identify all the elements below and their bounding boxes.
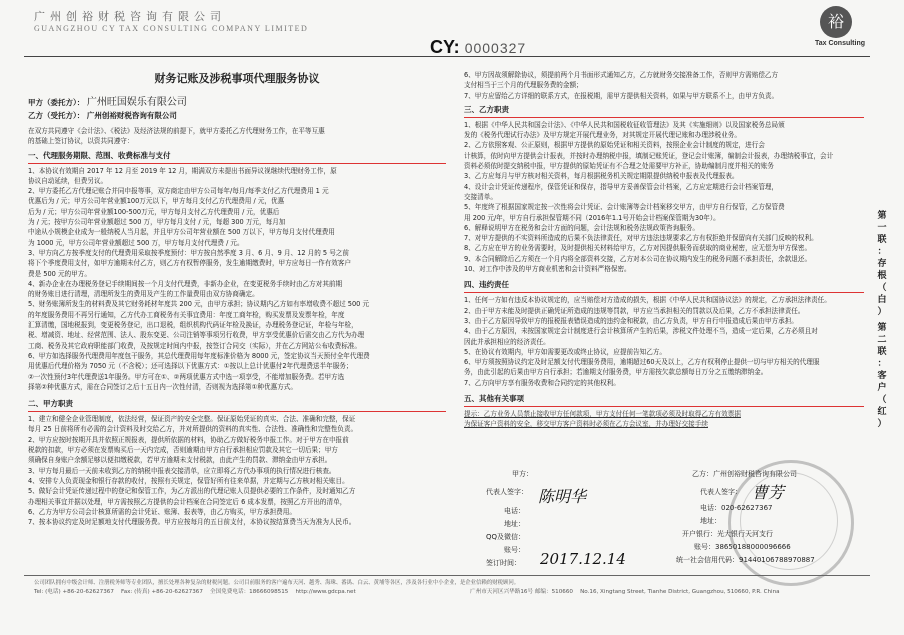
clause-line: 4、安排专人负责现金和银行存款的收付，按照有关规定，保管好所有往来单据，并定期与乙方核对相关账目。 — [28, 476, 349, 485]
clause-line: 3、由于乙方原因导致甲方的报税报表错误造成的违约金和税款，由乙方负责，甲方自行申报造成后果由甲方承担。 — [464, 316, 798, 325]
section-rule — [464, 406, 864, 407]
clause-line: ②一次性预付3年代理费送1年服务。甲方可在①、②两项优惠方式中选一项享受，不能增加服务费。若甲方选 — [28, 372, 345, 381]
section-heading: 三、乙方职责 — [464, 104, 509, 114]
clause-line: 1、建立和健全企业管理制度，依法经营，保证资产的安全完整。保证原始凭证的真实、合法、准确和完整，保证 — [28, 415, 356, 424]
clause-line: 5、财务账簿所发生的材料费及其它财务耗材年度共 200 元，由甲方承担；协议期内乙方如有率增收费不超过 500 元 — [28, 300, 370, 309]
section-4-body — [464, 295, 864, 388]
clause-line: 须确保自身账户余额足够以便扣缴税款，若甲方逾期未支付税款，由此产生的罚款、滞纳金由甲方承担。 — [28, 456, 332, 465]
clause-line: 办理相关事宜并据以处理，甲方需按照乙方提供的会计档案在合同签定后 6 成本发票，按照乙方开出的清单， — [28, 497, 347, 506]
clause-line: 3、甲方每月最后一天前未收到乙方的纳税申报表交接清单，应立即将乙方代办事项的执行情况进行核查。 — [28, 466, 336, 475]
section-heading: 二、甲方职责 — [28, 399, 73, 409]
clause-line: 4、新办企业在办理税务登记手续期间按一个月支付代理费，非新办企业，在变更税务手续时由乙方对其前期 — [28, 279, 343, 288]
party-a-rep-label: 代表人签字： — [486, 488, 528, 496]
party-a-address-label: 地址： — [504, 520, 525, 528]
party-b-bank: 开户银行：光大银行天河支行 — [682, 530, 773, 538]
party-a-name: 广州旺国娱乐有限公司 — [86, 97, 187, 108]
clause-line: 费是 500 元的甲方。 — [28, 269, 91, 278]
section-rule — [28, 163, 446, 164]
clause-line: 为 / 元；按甲方公司年营业额超过 500 万，甲方每月支付 / 元，每超 300 万元，每月加 — [28, 218, 286, 227]
party-b-name: 广州创裕财税咨询有限公司 — [86, 111, 177, 120]
clause-line: 6、甲方须按照协议约定及时足额支付代理服务费用，逾期超过60天及以上，乙方有权利停止提供一切与甲方相关的代理服 — [464, 358, 820, 367]
company-name-en: GUANGZHOU CY TAX CONSULTING COMPANY LIMITED — [34, 24, 309, 33]
clause-line: 6、解释说明甲方在税务和会计方面的问题，会计法规和税务法规政策咨询服务。 — [464, 223, 699, 232]
clause-line: 3、乙方应每月与甲方核对相关资料，每月根据税务机关规定期限提供纳税申报表及代理报表。 — [464, 172, 739, 181]
party-b-account: 账号：38650188000096666 — [694, 543, 791, 551]
party-a-account-label: 账号： — [504, 546, 525, 554]
section-rule — [464, 117, 864, 118]
clause-line: 的财务账目进行清理，清理所发生的费用及产生的工作量费用由双方协商确定。 — [28, 290, 259, 299]
party-a-signature: 陈明华 — [538, 487, 587, 506]
clause-line: 7、按本协议约定及时足额地支付代理服务费。甲方应按每月的五日前支付，本协议按结算费当天为准为人民币。 — [28, 518, 356, 527]
clause-line: 2、甲方应按时按期开具并依照正规报表，提供所依据的材料，协助乙方做好税务申报工作。对于甲方在申报前 — [28, 435, 349, 444]
section-1-body — [28, 166, 446, 393]
clause-line: 10、对工作中涉及的甲方商业机密和会计资料严格保密。 — [464, 265, 631, 274]
party-a-label: 甲方（委托方）： — [28, 98, 85, 107]
sign-date-label: 签订时间： — [486, 559, 521, 567]
clause-line: 工商、税务及其它政府职能部门收费，及按规定时间内中报，按签订合同交（实际），并在乙方网站公布收费标准。 — [28, 341, 361, 350]
clause-line: 6、甲方如选择服务代理费用年度包干服务，其总代理费用每年度标准价格为 8000 元，签定协议当天预付全年代理费 — [28, 351, 370, 360]
party-b-credit-code: 统一社会信用代码：91440106788970887 — [676, 556, 815, 564]
clause-line: 5、做好会计凭证传递过程中的登记和保管工作，为乙方派出的代理记账人员提供必要的工作条件，及时通知乙方 — [28, 487, 356, 496]
notice-line: 为保证客户资料的安全，移交甲方客户资料时必须在乙方会议室，并办理好交接手续 — [464, 420, 708, 429]
right-column — [464, 62, 864, 430]
serial-label: CY: — [430, 37, 460, 57]
clause-line: 2、甲方委托乙方代理记账合并同申报等事，双方商定由甲方公司每年/每月/每季支付乙方代理费用 1 元 — [28, 187, 329, 196]
intro-line: 的基础上签订协议，以资共同遵守： — [28, 137, 134, 146]
section-3-body — [464, 120, 864, 274]
clause-line: 税款的扣款，甲方必须在发票购买后一天内完成，否则逾期由甲方自行承担相应罚款及其它一切后果；甲方 — [28, 446, 338, 455]
company-name-cn: 广州创裕财税咨询有限公司 — [34, 10, 226, 23]
clause-line: 6、甲方因故须解除协议，须提前两个月书面形式通知乙方，乙方就财务交接准备工作，否则甲方需赔偿乙方 — [464, 71, 779, 79]
clause-line: 支付相当于三个月的代理服务费的金额； — [464, 81, 583, 90]
clause-line: 务，由此引起的后果由甲方自行承担；若逾期支付服务费，甲方需按欠款总额每日万分之五缴纳滞纳金。 — [464, 368, 768, 377]
clause-line: 中途从小规模企业成为一般纳税人当月起，并且甲方公司年营业额在 500 万以下，甲方每月支付代理费用 — [28, 228, 335, 237]
right-intro-body — [464, 70, 864, 101]
party-b-phone: 电话：020-62627367 — [700, 504, 773, 512]
clause-line: 每月 25 日前将所有必需的会计资料及时交给乙方，并对所提供的资料的真实性、合法性、准确性和完整性负责。 — [28, 425, 358, 434]
footer-fax: Fax: (传真) +86-20-62627367 — [121, 589, 203, 595]
section-heading: 四、违约责任 — [464, 280, 509, 290]
clause-line: 择第②种优惠方式，需在合同签订之后十五日内一次性付清，否则视为选择第①种优惠方式。 — [28, 382, 297, 391]
clause-line: 用优惠后代理价格为 7050 元（不含税）；还可选择以下优惠方式：①按以上总计优惠付2年代理费送半年服务； — [28, 362, 353, 371]
clause-line: 将下个季度费用支付，如甲方逾期未付乙方，则乙方有权暂停服务，发生逾期缴费时，甲方应每日一作有效客户 — [28, 259, 352, 268]
clause-line: 1、任何一方如有违反本协议规定的，应当赔偿对方造成的损失，根据《中华人民共和国协议法》的规定，乙方承担法律责任。 — [464, 296, 831, 305]
clause-line: 7、甲方应留给乙方详细的联系方式，在报税期，需甲方提供相关资料，如果与甲方联系不上，由甲方负责。 — [464, 91, 779, 100]
party-b-label: 乙方（受托方）： — [28, 111, 85, 120]
logo-icon: 裕 — [820, 6, 852, 38]
footer-web[interactable]: http://www.gdcpa.net — [295, 589, 356, 595]
clause-line: 为 1000 元，甲方公司年营业额超过 500 万，甲方每月支付代理费 / 元。 — [28, 238, 244, 247]
clause-line: 发的《税务代理试行办法》及甲方规定开展代理业务，对其规定开展代理记账和办理涉税业务。 — [464, 131, 741, 140]
clause-line: 4、由于乙方原因，未按国家规定会计制度进行会计核算所产生的后果，涉税文件处理不当，造成一定后果，乙方必须且对 — [464, 327, 818, 336]
clause-line: 5、年度终了根据国家规定按一次性将会计凭证、会计账簿等会计档案移交甲方，由甲方自行保管，乙方保管费 — [464, 203, 785, 212]
clause-line: 税、增减资、地址、经营范围、法人、股东变更、公司注销等事项另行收费，甲方享受优惠价后需交由乙方代为办理 — [28, 331, 365, 340]
clause-line: 的年度服务费用不再另行通知，乙方代办工商税务有关事宜费用：年度工商年检，购买发票及发票年检，年度 — [28, 310, 345, 319]
clause-line: 9、本合同解除后乙方须在一个月内将全部资料交接，乙方对本公司在协议期内发生的税务问题不承担责任，余款退还。 — [464, 254, 812, 263]
serial-number — [430, 37, 526, 58]
clause-line: 4、设计会计凭证传递程序，保管凭证和保存，指导甲方妥善保管会计档案，乙方应定期进行会计档案管理， — [464, 182, 779, 191]
side-label-second: 第 二 联 ： 客 户 （ 红 ） — [877, 323, 887, 429]
logo-text: Tax Consulting — [814, 40, 866, 47]
footer-divider — [24, 575, 870, 576]
footer-tel: Tel: (电话) +86-20-62627367 — [34, 589, 114, 595]
footer-mobile: 全国免费电话：18666098515 — [210, 589, 289, 595]
party-a-qq-label: QQ及微信： — [486, 533, 526, 541]
footer-address-cn: 广州市天河区兴华路16号 邮编：510660 — [470, 589, 573, 595]
left-column — [28, 62, 446, 527]
clause-line: 2、由于甲方未能及时提供正确凭证所造成的违规等罚款，甲方应当承担相关的罚款以及后果，乙方不承担法律责任。 — [464, 306, 805, 315]
clause-line: 交接清单。 — [464, 192, 497, 201]
clause-line: 7、乙方向甲方享有服务收费和合同约定的其他权利。 — [464, 378, 620, 387]
clause-line: 3、甲方向乙方按季度支付的代理费用采取按季度预付：甲方按自然季度 3 月、6 月、9 月、12 月的 5 号之前 — [28, 248, 349, 257]
document-title: 财务记账及涉税事项代理服务协议 — [154, 72, 320, 85]
party-a-phone-label: 电话： — [504, 507, 525, 515]
footer-address — [470, 587, 780, 595]
clause-line: 6、乙方为甲方公司会计核算所需的会计凭证、账簿、报表等，由乙方购买，甲方承担费用。 — [28, 507, 296, 516]
clause-line: 1、本协议有效期自 2017 年 12 月至 2019 年 12 月，期满双方未提出书面异议视继续代理财务工作，原 — [28, 166, 337, 175]
clause-line: 8、乙方应在甲方的业务需要时，及时提供相关材料给甲方，乙方对因提供服务而获取的商业秘密，应无偿为甲方保密。 — [464, 244, 812, 253]
party-b — [28, 109, 446, 122]
clause-line: 资料必须依时提交纳税申报，甲方提供的原始凭证有不合理之处需要甲方补正，协助编制月度并相关的账务 — [464, 162, 774, 171]
section-rule — [28, 411, 446, 412]
party-a — [28, 96, 446, 109]
section-rule — [464, 292, 864, 293]
clause-line: 7、对甲方提供的不实资料所造成的后果不负法律责任，对甲方违法违规要求乙方有权拒绝并保留向有关部门反映的权利。 — [464, 234, 818, 243]
clause-line: 1、根据《中华人民共和国会计法》、《中华人民共和国税收征收管理法》及其《实施细则》以及国家税务总局颁 — [464, 120, 785, 129]
footer-contact — [34, 587, 356, 595]
clause-line: 因此并承担相应的经济责任。 — [464, 337, 550, 346]
party-b-signature: 曹芳 — [752, 483, 785, 502]
clause-line: 5、在协议有效期内，甲方如需要更改或终止协议，应提前告知乙方。 — [464, 347, 667, 356]
sign-date: 2017.12.14 — [540, 550, 626, 568]
header-divider — [24, 56, 870, 57]
clause-line: 协议自动延续，但费另议。 — [28, 176, 108, 185]
notice-line: 提示：乙方业务人员禁止接收甲方任何款项，甲方支付任何一笔款项必须及时取得乙方有效票据 — [464, 410, 741, 419]
side-label-first: 第 一 联 ： 存 根 （ 白 ） — [877, 211, 887, 317]
party-b-rep-label: 代表人签字： — [700, 488, 742, 496]
footer-intro: 公司团队拥有中级会计师、注册税务师等专业团队，擅长处理各种复杂的财税问题。公司目前服务的客户遍布天河、越秀、海珠、番禺、白云、黄埔等各区，涉及各行业中小企业，是企业信赖的财税顾问。 — [34, 580, 520, 586]
footer-address-en: No.16, Xingtang Street, Tianhe District, Guangzhou, 510660, P.R. China — [580, 589, 780, 595]
section-2-body — [28, 414, 446, 527]
clause-line: 2、乙方依照客观、公正原则，根据甲方提供的原始凭证和相关资料，按照企业会计制度的规定，进行会 — [464, 141, 765, 150]
party-b-sign-label: 乙方：广州创裕财税咨询有限公司 — [692, 470, 797, 478]
serial-value: 0000327 — [464, 40, 527, 56]
party-b-address: 地址： — [700, 517, 721, 525]
party-a-sign-label: 甲方： — [512, 470, 533, 478]
clause-line: 计核算，依时向甲方提供会计报表，并按时办理纳税申报，填制记账凭证，登记会计账簿，编制会计报表，办理纳税事宜，会计 — [464, 151, 834, 160]
clause-line: 汇算清缴，国地税报到，变更税务登记，出口退税，组织机构代码证年检及换证，办理税务登记证，年检与年检， — [28, 321, 358, 330]
clause-line: 用 200 元/年，甲方自行承担保管期不同（2016年1.1号开始会计档案保管期为30年）。 — [464, 213, 720, 222]
intro-line: 在双方共同遵守《会计法》、《税法》及经济法规的前提下，就甲方委托乙方代理财务工作，在平等互惠 — [28, 127, 325, 135]
company-logo — [808, 6, 868, 58]
clause-line: 后为 / 元；甲方公司年营业额100-500万元，甲方每月支付乙方代理费用 / 元，优惠后 — [28, 207, 280, 216]
section-5-body — [464, 409, 864, 430]
section-heading: 一、代理服务期限、范围、收费标准与支付 — [28, 150, 171, 160]
clause-line: 优惠后为 / 元；甲方公司年营业额100万元以下，甲方每月支付乙方代理费用 / 元，优惠 — [28, 197, 285, 206]
section-heading: 五、其他有关事项 — [464, 394, 524, 404]
